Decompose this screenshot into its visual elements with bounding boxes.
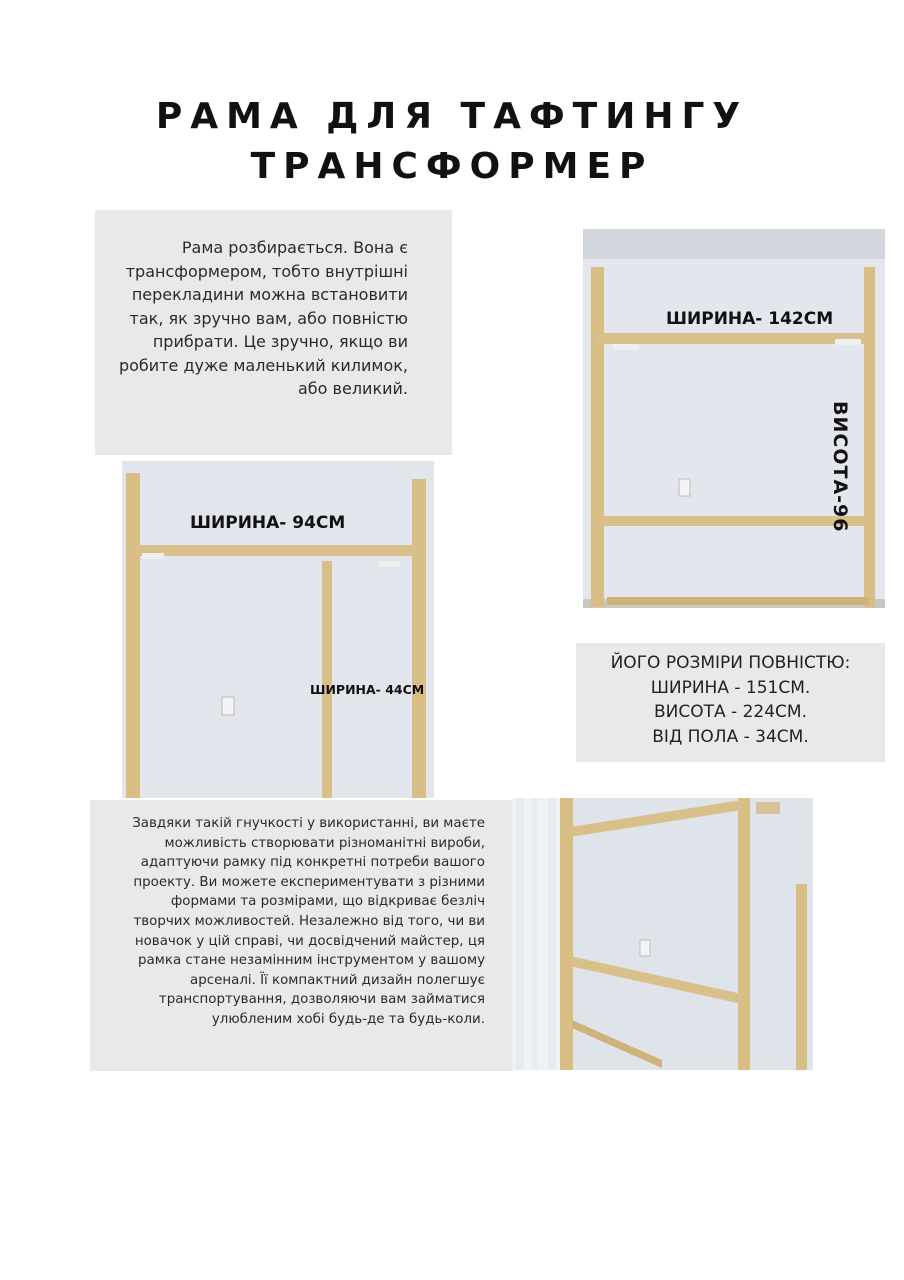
description-text: Завдяки такій гнучкості у використанні, ви маєте можливість створювати різноманітні вироби, адаптуючи рамку під конкретні потреби вашого проекту. Ви можете експериментувати з різними формами та розмірами, що відкриває безліч творчих можливостей. Незалежно від того, чи ви новачок у цій справі, чи досвідчений майстер, ця рамка стане незамінним інструментом у вашому арсеналі. Її компактний дизайн полегшує транспортування, дозволяючи вам займатися улюбленим хобі будь-де та будь-коли.: [132, 816, 485, 1027]
intro-text-box: [95, 210, 452, 455]
dimensions-width: ШИРИНА - 151СМ.: [650, 677, 811, 698]
dimensions-height: ВИСОТА - 224СМ.: [654, 702, 807, 722]
dimensions-box: [576, 643, 885, 762]
frame-photo-width-94: [122, 461, 434, 798]
page-title: [0, 92, 904, 192]
frame-photo-width-142: [583, 229, 885, 608]
frame-photo-image-2: [122, 461, 434, 798]
label-width-44: ШИРИНА- 44СМ: [310, 682, 425, 697]
dimensions-heading: ЙОГО РОЗМІРИ ПОВНІСТЮ:: [610, 653, 851, 673]
frame-photo-image-3: [512, 798, 813, 1070]
title-line-1: РАМА ДЛЯ ТАФТИНГУ: [155, 96, 749, 137]
label-width-94: ШИРИНА- 94СМ: [190, 513, 346, 533]
title-line-2: ТРАНСФОРМЕР: [250, 146, 654, 187]
label-height-96: ВИСОТА-96: [829, 401, 851, 533]
intro-text: Рама розбирається. Вона є трансформером, тобто внутрішні перекладини можна встановити так, як зручно вам, або повністю прибрати. Це зручно, якщо ви робите дуже маленький килимок, або великий.: [118, 238, 408, 398]
description-box: [90, 800, 514, 1071]
frame-photo-angled: [512, 798, 813, 1070]
dimensions-floor: ВІД ПОЛА - 34СМ.: [652, 726, 809, 747]
label-width-142: ШИРИНА- 142СМ: [666, 309, 834, 329]
